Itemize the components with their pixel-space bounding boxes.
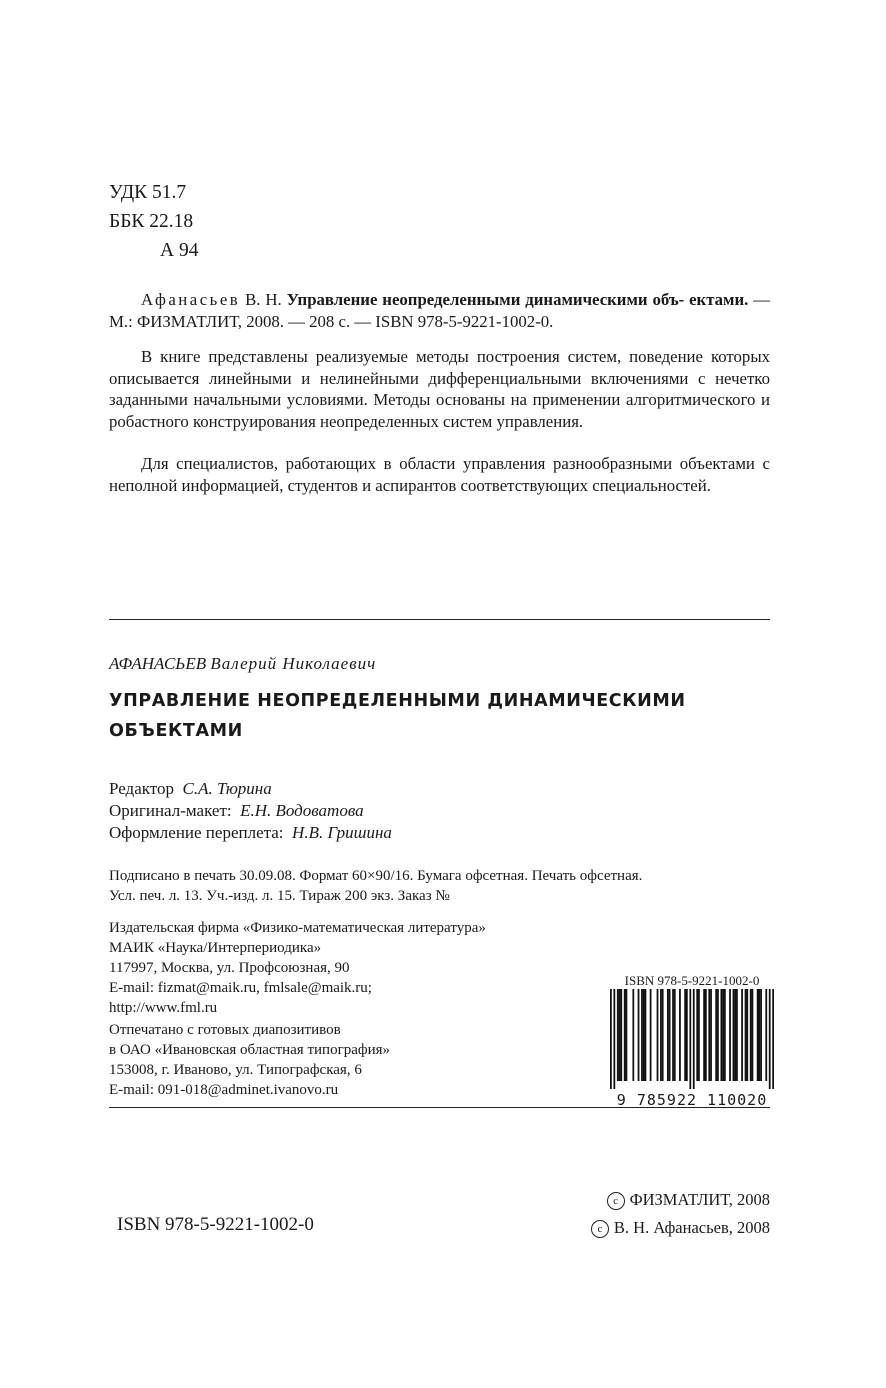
bib-initials: В. Н. (245, 290, 282, 309)
barcode-bar (669, 989, 671, 1081)
barcode-bar (698, 989, 700, 1081)
barcode-bar (769, 989, 771, 1089)
barcode-bar (645, 989, 647, 1081)
barcode-bar (760, 989, 762, 1081)
barcode-bar (715, 989, 717, 1081)
divider-bottom (109, 1107, 770, 1108)
barcode-bar (684, 989, 686, 1081)
copyright-icon: c (607, 1192, 625, 1210)
barcode-bar (657, 989, 659, 1081)
copyright-publisher: c ФИЗМАТЛИТ, 2008 (607, 1190, 770, 1210)
bib-title: Управление неопределенными динамическими объ- ектами. (286, 290, 749, 309)
barcode-bar (722, 989, 724, 1081)
barcode-bar (729, 989, 731, 1081)
barcode-bar (720, 989, 722, 1081)
barcode-bar (741, 989, 743, 1081)
footer-isbn: ISBN 978-5-9221-1002-0 (117, 1214, 314, 1235)
barcode-bar (679, 989, 681, 1081)
barcode-bar (626, 989, 628, 1081)
author-mark: А 94 (160, 240, 199, 261)
barcode-bar (660, 989, 662, 1081)
barcode-bar (686, 989, 688, 1081)
barcode-bar (650, 989, 652, 1081)
printer-line-3: 153008, г. Иваново, ул. Типографская, 6 (109, 1062, 362, 1078)
barcode-bar (710, 989, 712, 1081)
barcode-bar (752, 989, 754, 1081)
barcode-bar (620, 989, 622, 1081)
barcode-bar (746, 989, 748, 1081)
barcode-bar (617, 989, 619, 1081)
printer-line-2: в ОАО «Ивановская областная типография» (109, 1042, 391, 1058)
barcode-bar (717, 989, 719, 1081)
barcode-bar (750, 989, 752, 1081)
publisher-line-5: http://www.fml.ru (109, 1000, 218, 1016)
barcode-bar (734, 989, 736, 1081)
print-details (109, 866, 642, 906)
bbk-code: ББК 22.18 (109, 211, 194, 232)
credit-cover: Оформление переплета: Н.В. Гришина (109, 823, 392, 842)
printer-info (109, 1020, 390, 1100)
barcode-bar (757, 989, 759, 1081)
barcode (610, 973, 774, 1108)
credits (109, 778, 392, 844)
barcode-bar (703, 989, 705, 1081)
publisher-line-1: Издательская фирма «Физико-математическая литература» (109, 920, 486, 936)
credit-layout: Оригинал-макет: Е.Н. Водоватова (109, 801, 364, 820)
bib-author: Афанасьев (141, 290, 241, 309)
bibliographic-entry (109, 289, 770, 332)
barcode-bar (736, 989, 738, 1081)
barcode-bar (667, 989, 669, 1081)
copyright-author: c В. Н. Афанасьев, 2008 (591, 1218, 770, 1238)
barcode-bar (696, 989, 698, 1081)
barcode-bar (708, 989, 710, 1081)
print-details-line-1: Подписано в печать 30.09.08. Формат 60×90/16. Бумага офсетная. Печать офсетная. (109, 868, 643, 884)
barcode-bars (610, 989, 774, 1089)
udk-code: УДК 51.7 (109, 182, 187, 203)
barcode-isbn: ISBN 978-5-9221-1002-0 (624, 973, 760, 988)
barcode-bar (705, 989, 707, 1081)
copyright-icon: c (591, 1220, 609, 1238)
barcode-bar (745, 989, 747, 1081)
imprint-title-line-1: УПРАВЛЕНИЕ НЕОПРЕДЕЛЕННЫМИ ДИНАМИЧЕСКИМИ (109, 691, 686, 711)
imprint-author-name: Валерий Николаевич (210, 654, 377, 673)
barcode-bar (641, 989, 643, 1081)
barcode-bar (613, 989, 615, 1089)
barcode-bar (610, 989, 612, 1089)
divider-top (109, 619, 770, 620)
barcode-bar (662, 989, 664, 1081)
barcode-bar (624, 989, 626, 1081)
abstract-paragraph-2: Для специалистов, работающих в области управления разнообразными объектами с неполной информацией, студентов и аспирантов соответствующих специальностей. (109, 454, 770, 495)
publisher-info (109, 918, 486, 1018)
imprint-title-line-2: ОБЪЕКТАМИ (109, 721, 243, 741)
imprint-author (109, 654, 376, 674)
printer-line-1: Отпечатано с готовых диапозитивов (109, 1022, 341, 1038)
barcode-bar (765, 989, 767, 1081)
barcode-bar (619, 989, 621, 1081)
barcode-bar (632, 989, 634, 1081)
publisher-line-3: 117997, Москва, ул. Профсоюзная, 90 (109, 960, 350, 976)
barcode-bar (693, 989, 695, 1089)
imprint-title (109, 686, 686, 746)
barcode-digits: 9 785922 110020 (616, 1091, 768, 1109)
barcode-bar (724, 989, 726, 1081)
imprint-author-surname: АФАНАСЬЕВ (109, 654, 207, 673)
barcode-bar (643, 989, 645, 1081)
barcode-bar (689, 989, 691, 1089)
barcode-bar (672, 989, 674, 1081)
printer-line-4: E-mail: 091-018@adminet.ivanovo.ru (109, 1082, 339, 1098)
publisher-line-2: МАИК «Наука/Интерпериодика» (109, 940, 322, 956)
abstract-paragraph-1: В книге представлены реализуемые методы построения систем, поведение которых описывается линейными и нелинейными дифференциальными включениями с нечетко заданными начальными условиями. Методы основаны на применении алгоритмического и робастного конструирования неопределенных систем управления. (109, 347, 770, 431)
barcode-bar (674, 989, 676, 1081)
print-details-line-2: Усл. печ. л. 13. Уч.-изд. л. 15. Тираж 200 экз. Заказ № (109, 888, 450, 904)
publisher-line-4: E-mail: fizmat@maik.ru, fmlsale@maik.ru; (109, 980, 372, 996)
credit-editor: Редактор С.А. Тюрина (109, 779, 272, 798)
bib-imprint: — М.: ФИЗМАТЛИТ, 2008. — 208 с. — ISBN 978-5-9221-1002-0. (109, 290, 770, 331)
barcode-bar (733, 989, 735, 1081)
barcode-bar (638, 989, 640, 1081)
barcode-bar (758, 989, 760, 1081)
classification-codes (109, 178, 198, 265)
barcode-bar (772, 989, 774, 1089)
